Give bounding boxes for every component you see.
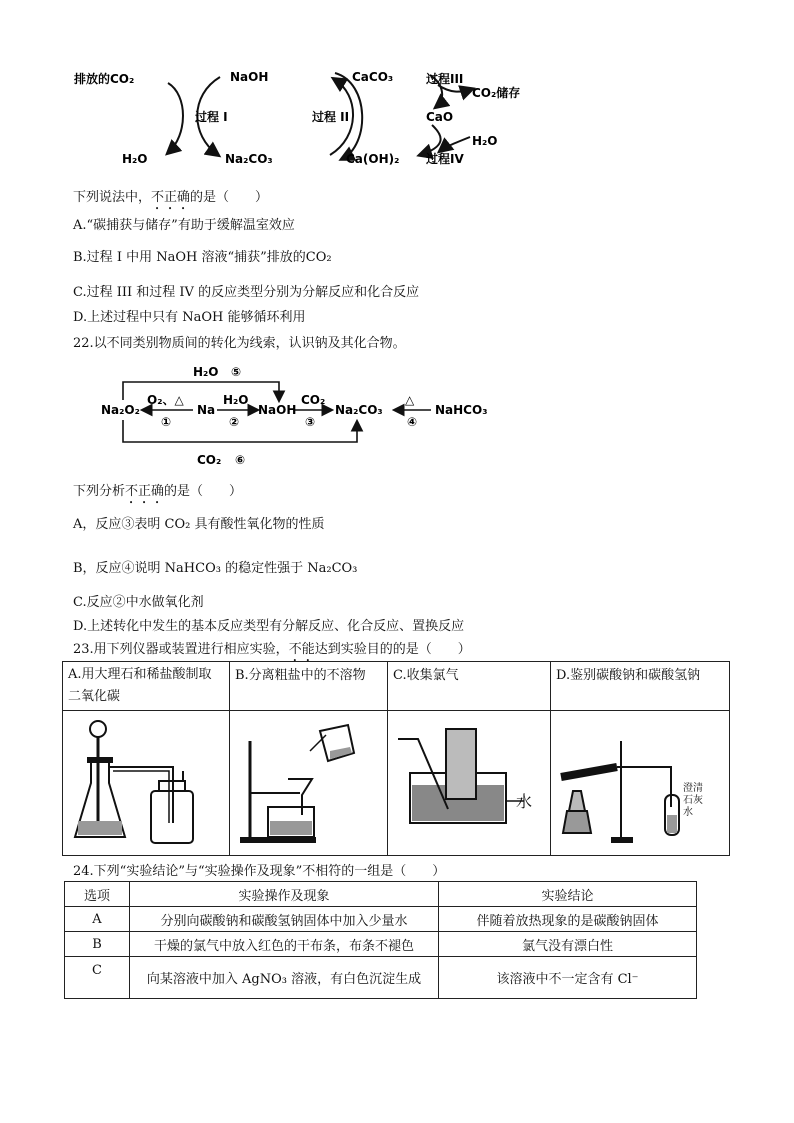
q22-option-b: B，反应④说明 NaHCO₃ 的稳定性强于 Na₂CO₃ xyxy=(73,561,358,576)
q23-cell-a: A.用大理石和稀盐酸制取二氧化碳 xyxy=(63,662,230,711)
q22-h2o-top: H₂O xyxy=(193,365,219,379)
q24-table xyxy=(64,881,697,999)
q23-apparatus-table xyxy=(62,661,730,856)
q24-row-b-conclusion: 氯气没有漂白性 xyxy=(439,932,697,957)
q22-option-a: A，反应③表明 CO₂ 具有酸性氧化物的性质 xyxy=(73,517,325,532)
q21-stem: 下列说法中，不正确的是（ ） xyxy=(73,190,269,205)
q24-header-option: 选项 xyxy=(65,882,130,907)
q21-co2-storage: CO₂储存 xyxy=(472,86,521,100)
q22-na2co3: Na₂CO₃ xyxy=(335,403,383,417)
q21-option-a: A.“碳捕获与储存”有助于缓解温室效应 xyxy=(73,218,295,233)
q21-emitted-co2: 排放的CO₂ xyxy=(74,72,135,86)
q22-stem: 22.以不同类别物质间的转化为线索，认识钠及其化合物。 xyxy=(73,336,406,351)
q22-circle-6: ⑥ xyxy=(235,453,246,467)
q23-cell-c: C.收集氯气 xyxy=(388,662,551,711)
q21-naoh: NaOH xyxy=(230,70,269,84)
q24-header-conclusion: 实验结论 xyxy=(439,882,697,907)
q22-co2-bottom: CO₂ xyxy=(197,453,222,467)
q24-row-a-operation: 分别向碳酸钠和碳酸氢钠固体中加入少量水 xyxy=(130,907,439,932)
q21-h2o-left: H₂O xyxy=(122,152,148,166)
q21-option-b: B.过程 I 中用 NaOH 溶液“捕获”排放的CO₂ xyxy=(73,250,332,265)
q22-o2-heat: O₂、△ xyxy=(147,393,184,407)
q24-row-c-conclusion: 该溶液中不一定含有 Cl⁻ xyxy=(439,957,697,999)
q21-process-3: 过程III xyxy=(426,72,464,86)
q23-figure-c xyxy=(388,711,551,856)
q22-na2o2: Na₂O₂ xyxy=(101,403,140,417)
q24-header-operation: 实验操作及现象 xyxy=(130,882,439,907)
q21-caco3: CaCO₃ xyxy=(352,70,394,84)
q22-nahco3: NaHCO₃ xyxy=(435,403,488,417)
q21-na2co3: Na₂CO₃ xyxy=(225,152,273,166)
q22-option-c: C.反应②中水做氧化剂 xyxy=(73,595,204,610)
q21-option-c: C.过程 III 和过程 IV 的反应类型分别为分解反应和化合反应 xyxy=(73,285,420,300)
q24-row-b-operation: 干燥的氯气中放入红色的干布条，布条不褪色 xyxy=(130,932,439,957)
q23-cell-b: B.分离粗盐中的不溶物 xyxy=(230,662,388,711)
q22-option-d: D.上述转化中发生的基本反应类型有分解反应、化合反应、置换反应 xyxy=(73,619,465,634)
q22-h2o-mid: H₂O xyxy=(223,393,249,407)
q21-process-2: 过程 II xyxy=(312,110,350,124)
q22-heat: △ xyxy=(405,393,415,407)
q21-option-d: D.上述过程中只有 NaOH 能够循环利用 xyxy=(73,310,306,325)
q22-circle-1: ① xyxy=(161,415,172,429)
q21-cycle-diagram xyxy=(60,55,550,180)
q23-figure-b xyxy=(230,711,388,856)
q22-co2-mid: CO₂ xyxy=(301,393,326,407)
q23-water-label: 水 xyxy=(516,792,533,811)
q24-row-c-operation: 向某溶液中加入 AgNO₃ 溶液，有白色沉淀生成 xyxy=(130,957,439,999)
q24-row-b-option: B xyxy=(65,932,130,957)
q22-circle-3: ③ xyxy=(305,415,316,429)
q22-conversion-diagram xyxy=(95,360,505,472)
q24-stem: 24.下列“实验结论”与“实验操作及现象”不相符的一组是（ ） xyxy=(73,864,446,879)
q22-na: Na xyxy=(197,403,216,417)
q22-circle-5: ⑤ xyxy=(231,365,242,379)
table-row xyxy=(65,957,697,999)
q21-process-1: 过程 I xyxy=(195,110,228,124)
q22-circle-2: ② xyxy=(229,415,240,429)
q21-cao: CaO xyxy=(426,110,454,124)
q24-row-a-conclusion: 伴随着放热现象的是碳酸钠固体 xyxy=(439,907,697,932)
q23-stem: 23.用下列仪器或装置进行相应实验，不能达到实验目的的是（ ） xyxy=(73,642,471,657)
q23-figure-a xyxy=(63,711,230,856)
q22-naoh: NaOH xyxy=(258,403,297,417)
q22-circle-4: ④ xyxy=(407,415,418,429)
table-row xyxy=(65,932,697,957)
q21-h2o-right: H₂O xyxy=(472,134,498,148)
q21-caoh2: Ca(OH)₂ xyxy=(346,152,400,166)
q24-row-c-option: C xyxy=(65,957,130,999)
table-row xyxy=(65,907,697,932)
q23-cell-d: D.鉴别碳酸钠和碳酸氢钠 xyxy=(551,662,730,711)
q21-process-4: 过程IV xyxy=(426,152,464,166)
q22-analysis-stem: 下列分析不正确的是（ ） xyxy=(73,484,243,499)
q24-row-a-option: A xyxy=(65,907,130,932)
q23-figure-d xyxy=(551,711,730,856)
q23-limewater-label: 澄清石灰水 xyxy=(683,783,703,818)
